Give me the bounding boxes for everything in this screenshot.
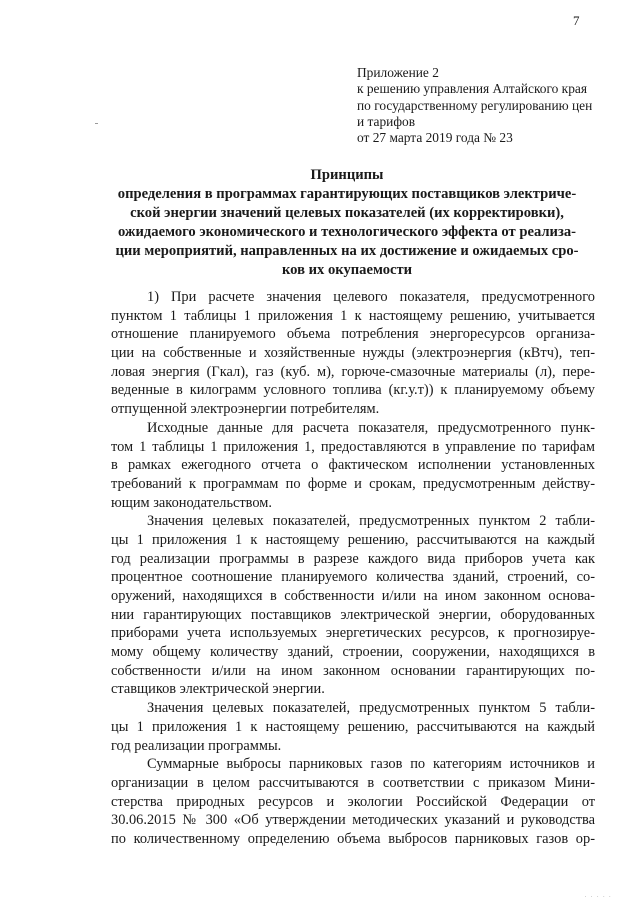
appendix-line: Приложение 2 xyxy=(357,65,439,80)
text-line: стерства природных ресурсов и экологии Российской Федерации от xyxy=(111,793,595,810)
page-number: 7 xyxy=(573,13,580,28)
text-line: ющим законодательством. xyxy=(111,494,273,511)
scan-artifact: · · · · · xyxy=(584,893,612,901)
text-line: том 1 таблицы 1 приложения 1, предоставляются в управление по тарифам xyxy=(111,438,595,455)
text-line: нии гарантирующих поставщиков электрической энергии, оборудованных xyxy=(111,606,595,623)
document-body xyxy=(111,288,595,849)
text-line: отношение планируемого объема потребления энергоресурсов организа- xyxy=(111,326,595,343)
appendix-line: к решению управления Алтайского края xyxy=(357,81,587,97)
text-line: процентное соотношение планируемого количества зданий, строений, со- xyxy=(111,569,595,586)
text-line: Значения целевых показателей, предусмотренных пунктом 5 табли- xyxy=(147,700,595,717)
text-line: цы 1 приложения 1 к настоящему решению, рассчитываются на каждый xyxy=(111,718,595,735)
text-line: организации в целом рассчитываются в соответствии с приказом Мини- xyxy=(111,774,595,791)
text-line: год реализации программы. xyxy=(111,737,282,754)
appendix-line: и тарифов xyxy=(357,113,416,129)
text-line: ловая энергия (Гкал), газ (куб. м), горюче-смазочные материалы (л), пере- xyxy=(111,363,595,380)
document-title xyxy=(100,166,594,280)
title-line: ской энергии значений целевых показателей (их корректировки), xyxy=(130,205,564,221)
text-line: год реализации программы в разрезе каждого вида приборов учета как xyxy=(111,550,595,567)
title-line: ков их окупаемости xyxy=(281,262,413,278)
appendix-line: по государственному регулированию цен xyxy=(357,97,593,113)
paragraph-1 xyxy=(111,288,595,419)
text-line: ции на собственные и хозяйственные нужды (электроэнергия (кВтч), теп- xyxy=(111,345,595,362)
text-line: веденные в килограмм условного топлива (кг.у.т)) к планируемому объему xyxy=(111,382,595,399)
title-line: ции мероприятий, направленных на их достижение и ожидаемых сро- xyxy=(115,243,579,259)
text-line: отпущенной электроэнергии потребителям. xyxy=(111,401,380,418)
title-line: ожидаемого экономического и технологического эффекта от реализа- xyxy=(118,224,576,240)
text-line: собственности и/или на ином законном основании гарантирующих по- xyxy=(111,662,595,679)
text-line: пунктом 1 таблицы 1 приложения 1 к настоящему решению, учитывается xyxy=(111,307,595,324)
paragraph-2 xyxy=(111,419,595,512)
text-line: Значения целевых показателей, предусмотренных пунктом 2 табли- xyxy=(147,513,595,530)
text-line: ставщиков электрической энергии. xyxy=(111,681,325,698)
text-line: оружений, находящихся в собственности и/или на ином законном основа- xyxy=(111,588,595,604)
title-line: определения в программах гарантирующих поставщиков электриче- xyxy=(117,186,577,202)
text-line: 30.06.2015 № 300 «Об утверждении методических указаний и руководства xyxy=(111,812,595,829)
text-line: Суммарные выбросы парниковых газов по категориям источников и xyxy=(147,756,595,773)
text-line: по количественному определению объема выбросов парниковых газов ор- xyxy=(111,830,595,847)
text-line: 1) При расчете значения целевого показателя, предусмотренного xyxy=(147,289,595,305)
text-line: Исходные данные для расчета показателя, предусмотренного пунк- xyxy=(147,419,595,436)
paragraph-4 xyxy=(111,699,595,755)
scan-mark xyxy=(95,123,98,124)
text-line: цы 1 приложения 1 к настоящему решению, рассчитываются на каждый xyxy=(111,531,595,548)
text-line: приборами учета используемых энергетических ресурсов, к прогнозируе- xyxy=(111,625,595,642)
paragraph-5 xyxy=(111,755,595,848)
text-line: мому общему количеству зданий, строении, сооружении, находящихся в xyxy=(111,644,595,661)
title-line: Принципы xyxy=(310,167,384,183)
appendix-reference xyxy=(357,65,592,146)
paragraph-3 xyxy=(111,512,595,699)
appendix-line: от 27 марта 2019 года № 23 xyxy=(357,130,513,146)
text-line: требований к программам по форме и срокам, предусмотренным действу- xyxy=(111,475,595,492)
text-line: в рамках ежегодного отчета о фактическом исполнении установленных xyxy=(111,457,595,474)
